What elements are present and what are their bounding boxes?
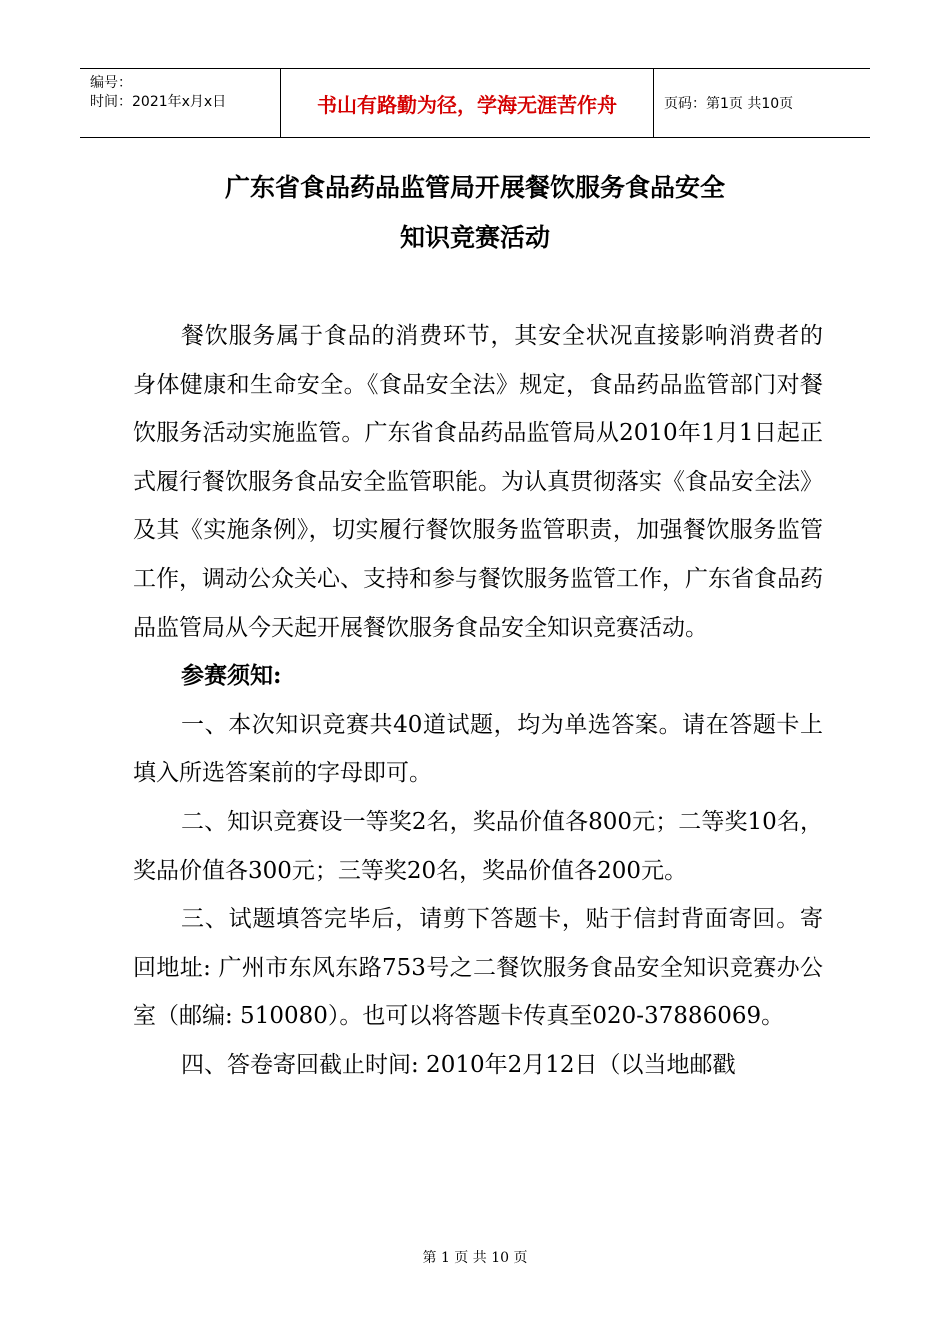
document-title-line2: 知识竞赛活动	[399, 223, 550, 252]
header-motto: 书山有路勤为径，学海无涯苦作舟	[281, 69, 654, 137]
document-title-line1: 广东省食品药品监管局开展餐饮服务食品安全	[224, 173, 725, 202]
notice-heading: 参赛须知:	[181, 662, 282, 690]
header-meta-cell	[80, 69, 281, 137]
page-header	[80, 68, 870, 138]
document-body	[133, 312, 823, 1090]
notice-item-3: 三、试题填答完毕后，请剪下答题卡，贴于信封背面寄回。寄回地址: 广州市东风东路753号之二餐饮服务食品安全知识竞赛办公室（邮编: 510080）。也可以将答题卡传真至020-37886069。	[133, 906, 823, 1030]
number-label: 编号：	[90, 75, 132, 91]
notice-item-4: 四、答卷寄回截止时间: 2010年2月12日（以当地邮戳	[181, 1051, 736, 1078]
time-label: 时间：2021年x月x日	[90, 94, 227, 110]
notice-item-1: 一、本次知识竞赛共40道试题，均为单选答案。请在答题卡上填入所选答案前的字母即可。	[133, 711, 823, 787]
notice-item-2: 二、知识竞赛设一等奖2名，奖品价值各800元；二等奖10名，奖品价值各300元；三等奖20名，奖品价值各200元。	[133, 808, 823, 884]
header-page-info: 页码：第1页 共10页	[664, 96, 794, 112]
page-footer: 第 1 页 共 10 页	[422, 1250, 528, 1266]
intro-paragraph: 餐饮服务属于食品的消费环节，其安全状况直接影响消费者的身体健康和生命安全。《食品安全法》规定，食品药品监管部门对餐饮服务活动实施监管。广东省食品药品监管局从2010年1月1日起正式履行餐饮服务食品安全监管职能。为认真贯彻落实《食品安全法》及其《实施条例》，切实履行餐饮服务监管职责，加强餐饮服务监管工作，调动公众关心、支持和参与餐饮服务监管工作，广东省食品药品监管局从今天起开展餐饮服务食品安全知识竞赛活动。	[133, 323, 823, 641]
